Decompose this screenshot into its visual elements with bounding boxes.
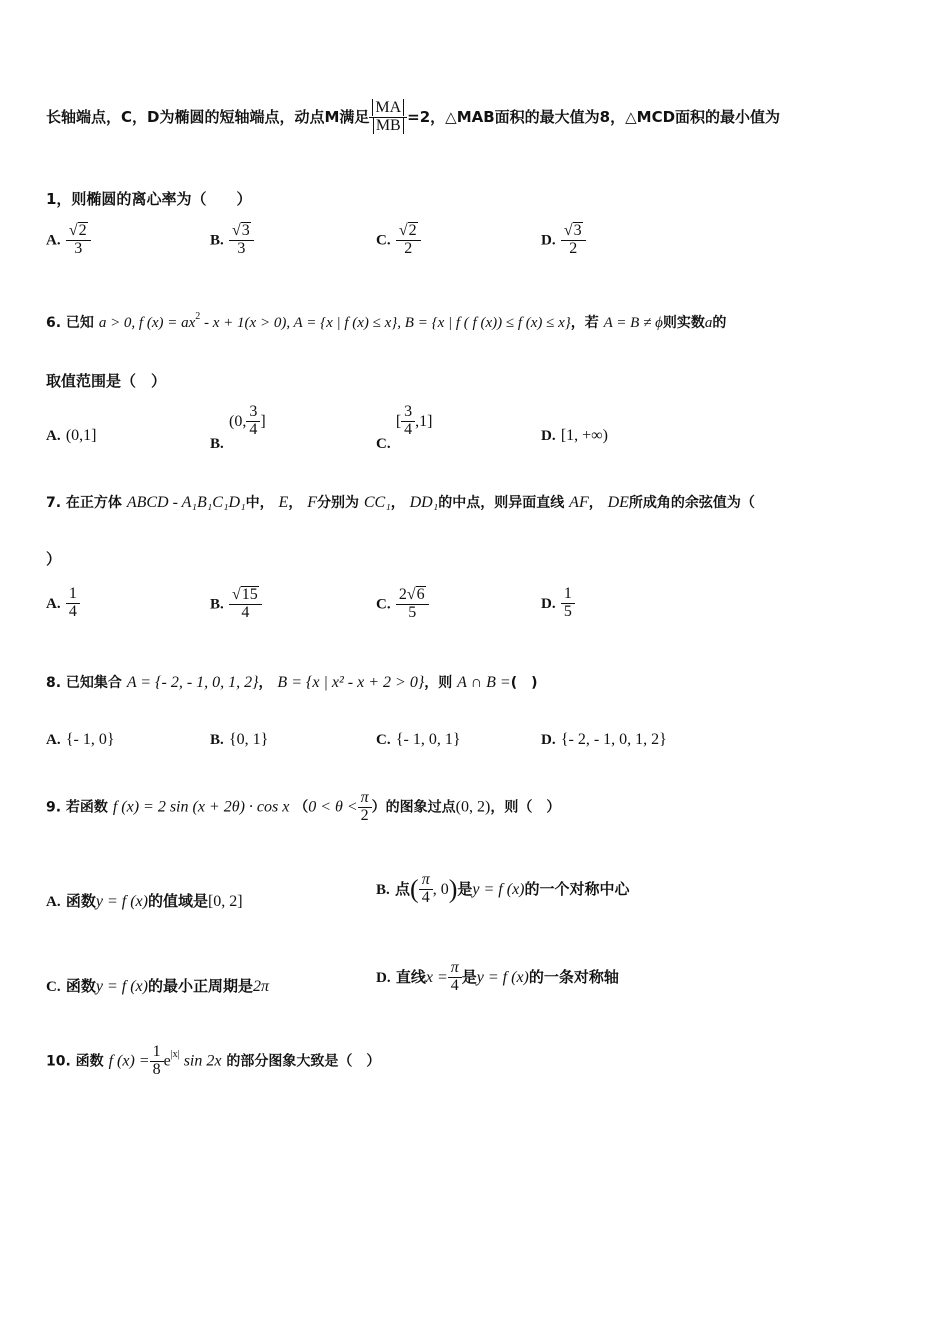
q9-option-b[interactable]: B. 点( $\frac{\pi}{4}$ , 0)是y = f (x)的一个对称中心 [376, 871, 630, 906]
q6-option-c[interactable]: C. [ $\frac{3}{4}$ ,1] [376, 403, 433, 452]
question-intro [46, 100, 780, 135]
q8-option-a[interactable]: A. {- 1, 0} [46, 731, 115, 748]
q9-option-d[interactable]: D. 直线x = $\frac{\pi}{4}$ 是y = f (x)的一条对称轴 [376, 959, 619, 994]
q9-option-a[interactable]: A. 函数y = f (x)的值域是[0, 2] [46, 892, 243, 910]
ratio-numerator: MA [372, 99, 404, 116]
question-1-stem: 1，则椭圆的离心率为（ ） [46, 190, 252, 208]
q8-option-b[interactable]: B. {0, 1} [210, 731, 269, 748]
q9-option-c[interactable]: C. 函数y = f (x)的最小正周期是2π [46, 977, 269, 995]
q6-option-b[interactable]: B. (0, $\frac{3}{4}$ ] [210, 403, 266, 452]
q6-option-a[interactable]: A. (0,1] [46, 427, 97, 444]
question-7-stem-line2: ） [46, 550, 62, 568]
q1-option-b[interactable]: B. √ 3 3 [210, 222, 254, 258]
q7-option-b[interactable]: B. √ 15 4 [210, 586, 262, 622]
q8-option-c[interactable]: C. {- 1, 0, 1} [376, 731, 461, 748]
q1-option-d[interactable]: D. √ 3 2 [541, 222, 586, 258]
question-6-stem-line2: 取值范围是（ ） [46, 372, 167, 390]
question-10-stem: 10. 函数 f (x) = $\frac{1}{8}$ $e^{|x|}$ sin 2x 的部分图象大致是（ ） [46, 1043, 381, 1078]
q1-option-c[interactable]: C. √ 2 2 [376, 222, 421, 258]
q7-option-a[interactable]: A. $\frac{1}{4}$ [46, 586, 80, 621]
q6-option-d[interactable]: D. [1, +∞) [541, 427, 608, 444]
q8-option-d[interactable]: D. {- 2, - 1, 0, 1, 2} [541, 731, 667, 748]
question-7-stem: 7. 在正方体 ABCD - A₁B₁C₁D₁中， E， F分别为 CC₁， DD₁的中点，则异面直线 AF， DE所成角的余弦值为（ [46, 494, 755, 511]
q7-option-d[interactable]: D. $\frac{1}{5}$ [541, 586, 575, 621]
ratio-denominator: MB [373, 117, 404, 134]
q7-option-c[interactable]: C. 2 √ 6 5 [376, 586, 429, 622]
intro-post: =2，△MAB面积的最大值为8，△MCD面积的最小值为 [407, 107, 781, 126]
question-6-stem: 6. 已知 a > 0, f $(x) = ax^2 - x + 1(x > 0)$, A = {x | f (x) ≤ x}, B = {x | f ( f (x)) ≤ f (x) ≤ x}，若 A = B ≠ ϕ则实数a的 [46, 311, 727, 331]
intro-pre: 长轴端点，C，D为椭圆的短轴端点，动点M满足 [46, 107, 370, 126]
question-8-stem: 8. 已知集合 A = {- 2, - 1, 0, 1, 2}， B = {x | x² - x + 2 > 0}，则 A ∩ B =( ) [46, 674, 538, 691]
q1-option-a[interactable]: A. √ 2 3 [46, 222, 91, 258]
question-9-stem: 9. 若函数 f (x) = 2 sin (x + 2θ) · cos x （0 < θ < $\frac{\pi}{2}$ ）的图象过点(0, 2)，则（ ） [46, 789, 561, 824]
ratio-fraction [369, 100, 407, 135]
